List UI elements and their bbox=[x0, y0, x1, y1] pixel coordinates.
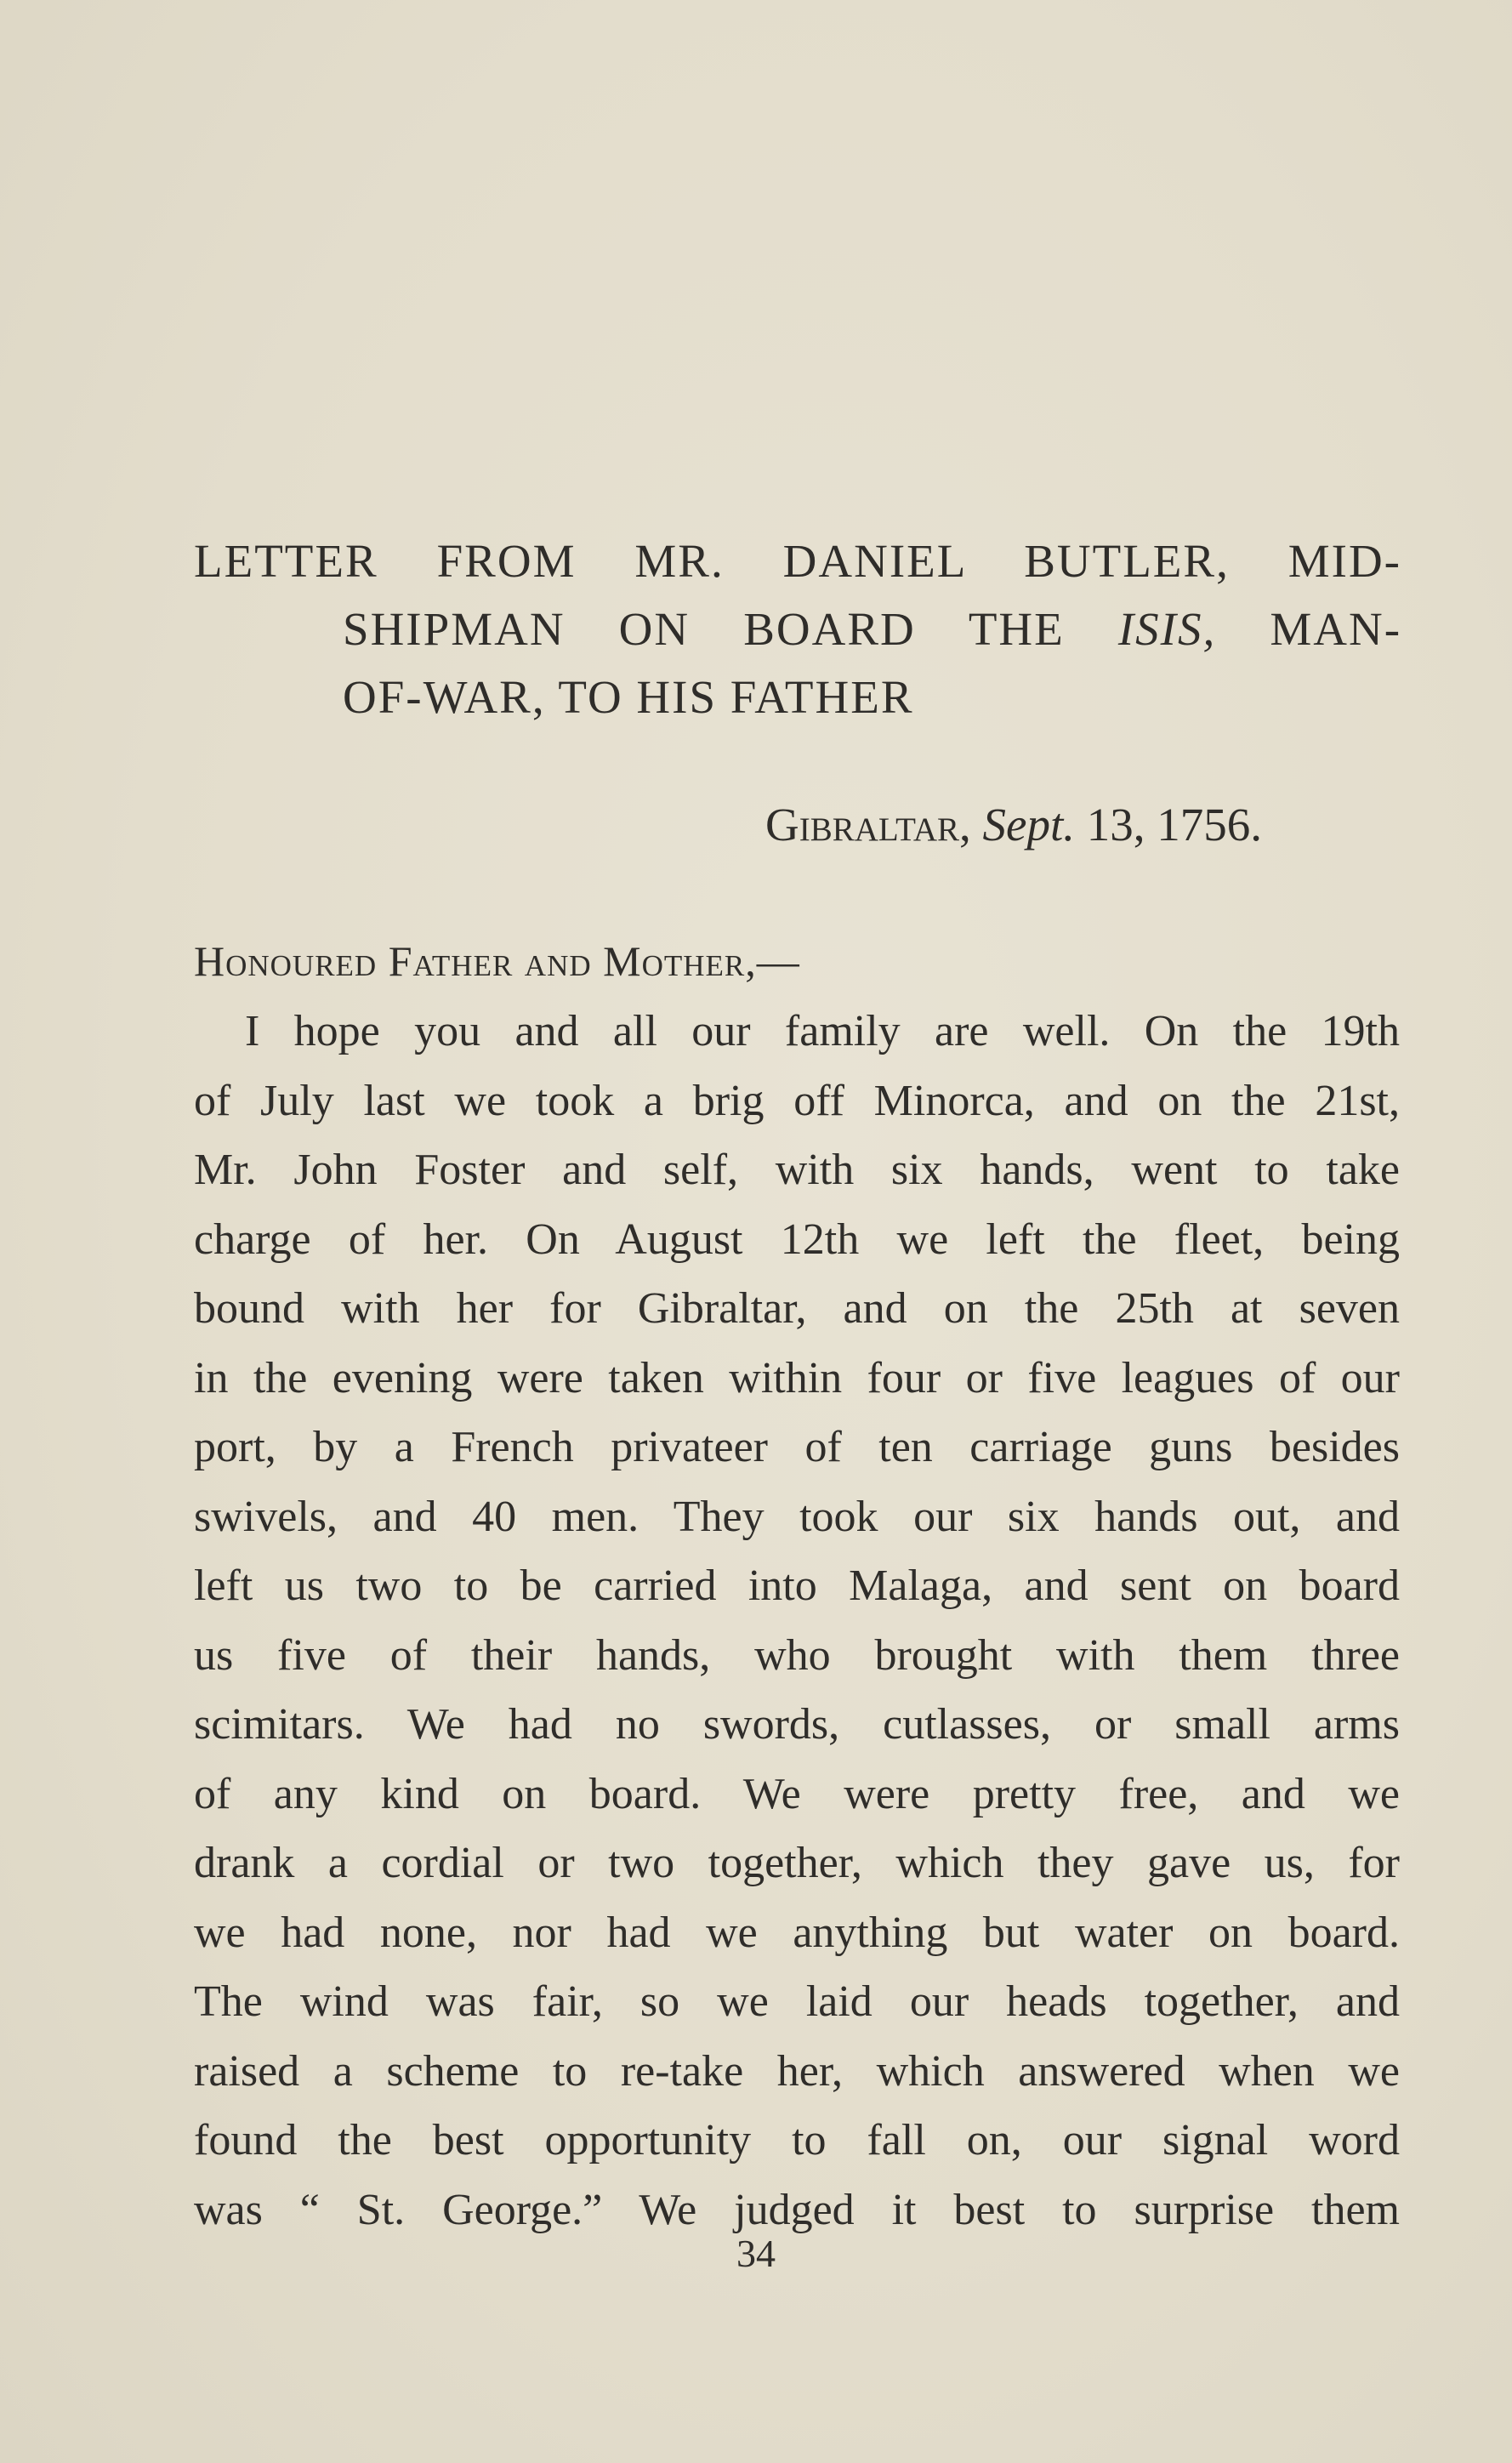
ship-name: ISIS, bbox=[1117, 603, 1217, 655]
salutation: Honoured Father and Mother,— bbox=[194, 937, 800, 985]
letter-body bbox=[194, 997, 1400, 2244]
body-line: scimitars. We had no swords, cutlasses, or small arms bbox=[194, 1700, 1400, 1749]
letter-title bbox=[194, 527, 1401, 731]
body-line: charge of her. On August 12th we left the fleet, being bbox=[194, 1214, 1400, 1264]
dateline-month: Sept. bbox=[982, 799, 1075, 850]
dateline-place: Gibraltar, bbox=[765, 799, 971, 850]
dateline bbox=[765, 791, 1361, 859]
title-line-1: LETTER FROM MR. DANIEL BUTLER, MID- bbox=[194, 535, 1401, 587]
body-line: I hope you and all our family are well. On the 19th bbox=[245, 1007, 1400, 1055]
title-line-3: OF-WAR, TO HIS FATHER bbox=[343, 671, 914, 723]
body-line: port, by a French privateer of ten carriage guns besides bbox=[194, 1423, 1400, 1471]
body-line: drank a cordial or two together, which they gave us, for bbox=[194, 1839, 1400, 1887]
body-line: Mr. John Foster and self, with six hands, went to take bbox=[194, 1146, 1400, 1194]
body-line: swivels, and 40 men. They took our six hands out, and bbox=[194, 1492, 1400, 1541]
body-line: bound with her for Gibraltar, and on the 25th at seven bbox=[194, 1284, 1400, 1333]
title-line-2-end: MAN- bbox=[1270, 603, 1402, 655]
title-line-2 bbox=[194, 595, 1401, 663]
page-number: 34 bbox=[736, 2232, 776, 2275]
title-line-2-start: SHIPMAN ON BOARD THE bbox=[343, 603, 1065, 655]
body-line: in the evening were taken within four or five leagues of our bbox=[194, 1353, 1400, 1402]
body-line: found the best opportunity to fall on, our signal word bbox=[194, 2116, 1400, 2164]
body-line: us five of their hands, who brought with them three bbox=[194, 1630, 1400, 1680]
body-line: left us two to be carried into Malaga, and sent on board bbox=[194, 1561, 1400, 1610]
body-line: of any kind on board. We were pretty free, and we bbox=[194, 1769, 1400, 1818]
body-line: The wind was fair, so we laid our heads together, and bbox=[194, 1977, 1400, 2026]
body-line: raised a scheme to re-take her, which answered when we bbox=[194, 2046, 1400, 2096]
body-line: we had none, nor had we anything but water on board. bbox=[194, 1908, 1400, 1957]
dateline-date: 13, 1756. bbox=[1086, 799, 1262, 850]
body-line: of July last we took a brig off Minorca, and on the 21st, bbox=[194, 1076, 1400, 1125]
body-line: was “ St. George.” We judged it best to surprise them bbox=[194, 2185, 1400, 2234]
